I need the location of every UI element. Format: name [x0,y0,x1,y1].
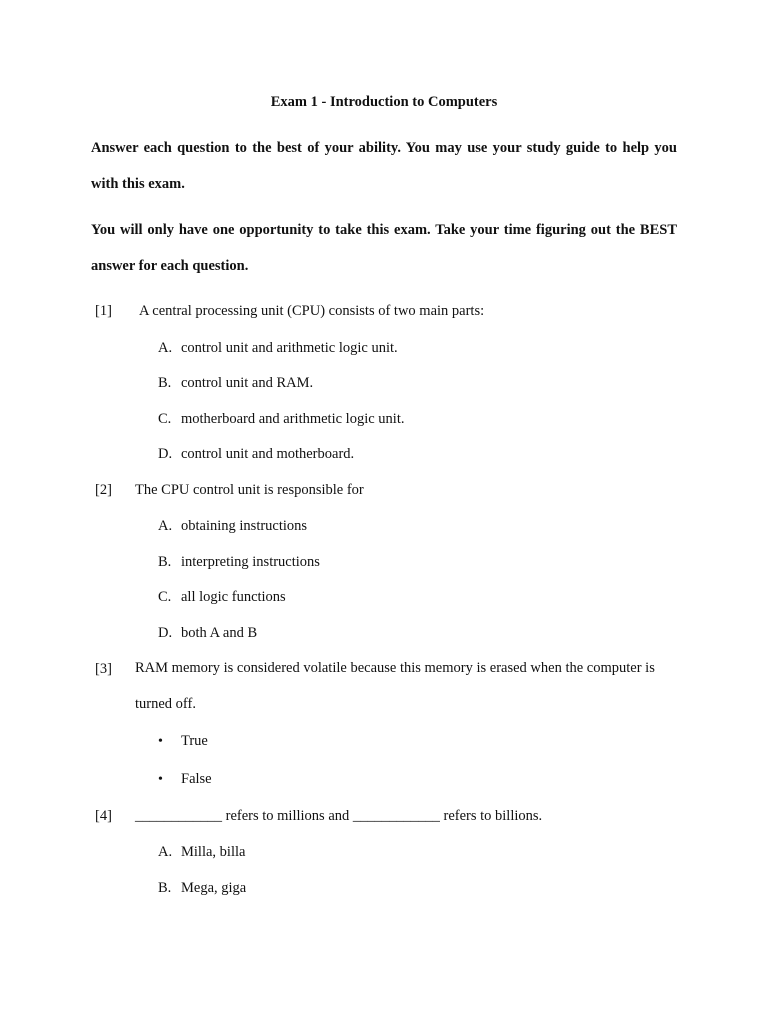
page-title: Exam 1 - Introduction to Computers [270,94,498,110]
option-text: True [181,733,208,749]
option-text: control unit and motherboard. [181,446,355,462]
question-1-number: [1] [95,303,112,319]
question-3-option-true [158,733,208,750]
option-text: obtaining instructions [181,518,308,534]
option-letter: A. [158,340,173,356]
question-2-option-b [158,554,320,571]
bullet-icon: • [158,772,163,787]
option-text: control unit and arithmetic logic unit. [181,340,398,356]
question-4-option-a [158,844,245,861]
question-1-option-b [158,375,313,392]
question-2-option-c [158,589,286,606]
instruction-paragraph-1: Answer each question to the best of your ability. You may use your study guide to help you with this exam. [91,140,677,192]
option-letter: C. [158,589,172,605]
option-text: Mega, giga [181,880,247,896]
question-3-option-false [158,771,212,788]
question-4-option-b [158,880,246,897]
bullet-icon: • [158,734,163,749]
option-text: False [181,771,212,787]
question-1-option-a [158,340,398,357]
option-letter: D. [158,625,173,641]
option-letter: A. [158,844,173,860]
question-1-option-c [158,411,404,428]
question-2-text: The CPU control unit is responsible for [135,482,364,498]
option-text: both A and B [181,625,258,641]
option-text: all logic functions [181,589,286,605]
question-4-number: [4] [95,808,112,824]
question-3-text: RAM memory is considered volatile because this memory is erased when the computer is turned off. [135,660,655,712]
option-letter: C. [158,411,172,427]
question-2-option-d [158,625,257,642]
question-2-option-a [158,518,307,535]
option-letter: B. [158,554,172,570]
option-text: control unit and RAM. [181,375,314,391]
question-4-text: ____________ refers to millions and ____________ refers to billions. [135,808,543,824]
question-2-number: [2] [95,482,112,498]
option-letter: B. [158,375,172,391]
option-letter: B. [158,880,172,896]
option-letter: D. [158,446,173,462]
option-letter: A. [158,518,173,534]
option-text: interpreting instructions [181,554,320,570]
option-text: Milla, billa [181,844,246,860]
instruction-paragraph-2: You will only have one opportunity to take this exam. Take your time figuring out the BEST answer for each question. [91,222,677,274]
question-3-number: [3] [95,661,112,677]
question-1-text: A central processing unit (CPU) consists of two main parts: [139,303,485,319]
option-text: motherboard and arithmetic logic unit. [181,411,405,427]
question-1-option-d [158,446,354,463]
